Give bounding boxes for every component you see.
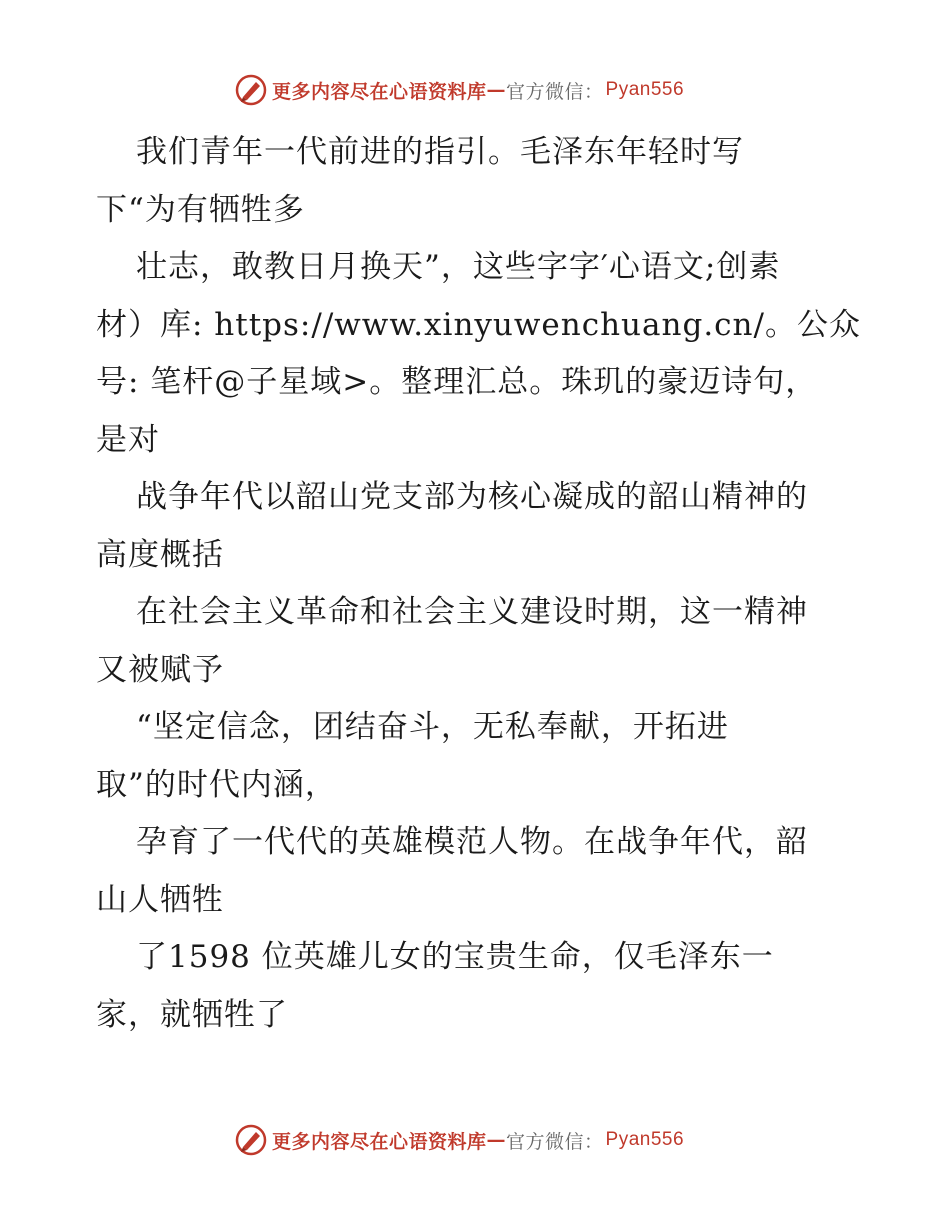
footer-wechat-label: 官方微信：: [506, 1130, 604, 1153]
header-dash: —: [486, 79, 507, 101]
body-line: 又被赋予: [96, 651, 224, 688]
body-line: 我们青年一代前进的指引。毛泽东年轻时写: [136, 134, 744, 170]
body-line: 材）库: https://www.xinyuwenchuang.cn/。公众: [96, 306, 861, 343]
body-line: 壮志，敢教日月换天”，这些字字′心语文;创素: [136, 249, 781, 285]
body-line: 下“为有牺牲多: [96, 191, 305, 228]
body-line: 了1598 位英雄儿女的宝贵生命，仅毛泽东一: [136, 939, 774, 975]
pen-logo-icon: [234, 73, 268, 107]
body-line: 高度概括: [96, 536, 224, 573]
body-line: 号: 笔杆@子星域>。整理汇总。珠玑的豪迈诗句，: [96, 364, 818, 400]
pen-logo-icon: [234, 1123, 268, 1157]
body-line: 孕育了一代代的英雄模范人物。在战争年代，韶: [136, 824, 808, 860]
footer-banner: [234, 1122, 684, 1158]
body-line: “坚定信念，团结奋斗，无私奉献，开拓进: [136, 709, 729, 745]
document-body: [96, 124, 861, 1044]
header-banner: [234, 72, 684, 108]
header-wechat-label: 官方微信：: [506, 80, 604, 103]
body-line: 是对: [96, 421, 160, 458]
body-line: 山人牺牲: [96, 881, 224, 918]
body-line: 在社会主义革命和社会主义建设时期，这一精神: [136, 594, 808, 630]
footer-site-text: 更多内容尽在心语资料库: [272, 1130, 487, 1153]
header-site-text: 更多内容尽在心语资料库: [272, 80, 487, 103]
body-line: 取”的时代内涵，: [96, 766, 337, 803]
footer-wechat-id: Pyan556: [605, 1129, 685, 1150]
footer-dash: —: [486, 1129, 507, 1151]
header-wechat-id: Pyan556: [605, 79, 685, 100]
body-line: 战争年代以韶山党支部为核心凝成的韶山精神的: [136, 479, 808, 515]
body-line: 家，就牺牲了: [96, 996, 288, 1033]
